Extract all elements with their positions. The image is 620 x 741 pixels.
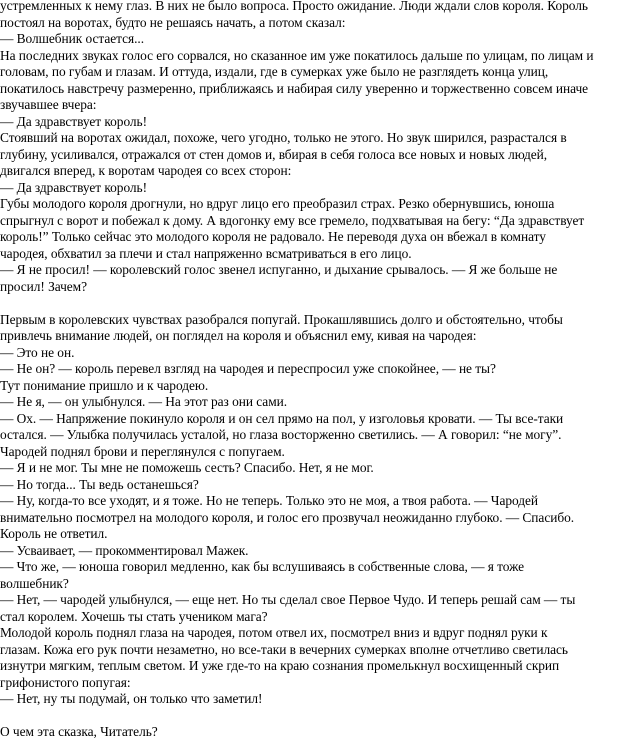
text-line: грифонистого попугая: — [0, 674, 131, 690]
text-line: внимательно посмотрел на молодого короля, и голос его прозвучал неожиданно глубоко. — Спасибо. — [0, 509, 575, 525]
text-line: Первым в королевских чувствах разобрался попугай. Прокашлявшись долго и обстоятельно, чтобы — [0, 311, 563, 327]
text-line: остался. — Улыбка получилась усталой, но глаза восторженно светились. — А говорил: “не могу”. — [0, 427, 562, 442]
text-line: О чем эта сказка, Читатель? — [0, 724, 158, 739]
text-line: — Я не просил! — королевский голос звенел испуганно, и дыхание срывалось. — Я же больше не — [0, 262, 558, 277]
text-line: глазам. Кожа его рук почти незаметно, но все-таки в вечерних сумерках вполне отчетливо светилась — [0, 641, 568, 657]
text-line: Молодой король поднял глаза на чародея, потом отвел их, посмотрел вниз и вдруг поднял руки к — [0, 625, 548, 640]
text-line: — Это не он. — [0, 344, 75, 360]
text-line: волшебник? — [0, 575, 69, 591]
text-line: — Не я, — он улыбнулся. — На этот раз они сами. — [0, 394, 288, 409]
text-line: — Да здравствует король! — [0, 179, 148, 195]
text-line: Тут понимание пришло и к чародею. — [0, 377, 209, 393]
text-line: король!” Только сейчас это молодого короля не радовало. Не переводя духа он вбежал в комнату — [0, 229, 546, 244]
text-line: Король не ответил. — [0, 526, 108, 541]
text-line: — Что же, — юноша говорил медленно, как бы вслушиваясь в собственные слова, — я тоже — [0, 559, 525, 574]
text-line: изнутри мягким, теплым светом. И уже где-то на краю сознания промелькнул восхищенный скрип — [0, 658, 560, 673]
text-line: — Но тогда... Ты ведь останешься? — [0, 476, 199, 492]
text-line: — Волшебник остается... — [0, 31, 145, 46]
paragraph-break — [0, 295, 614, 312]
text-line: головам, по губам и глазам. И оттуда, издали, где в сумерках уже было не разглядеть конца улиц, — [0, 64, 549, 79]
text-line: — Я и не мог. Ты мне не поможешь сесть? Спасибо. Нет, я не мог. — [0, 460, 374, 475]
text-line: чародея, обхватил за плечи и стал напряженно всматриваться в его лицо. — [0, 245, 412, 261]
text-line: просил! Зачем? — [0, 278, 87, 294]
text-line: — Нет, ну ты подумай, он только что заметил! — [0, 691, 263, 706]
text-line: устремленных к нему глаз. В них не было вопроса. Просто ожидание. Люди ждали слов короля. Король — [0, 0, 588, 13]
text-line: — Нет, — чародей улыбнулся, — еще нет. Но ты сделал свое Первое Чудо. И теперь решай сам — ты — [0, 592, 576, 607]
paragraph-break — [0, 708, 614, 725]
text-line: Стоявший на воротах ожидал, похоже, чего угодно, только не этого. Но звук ширился, разрастался в — [0, 130, 567, 145]
text-line: постоял на воротах, будто не решаясь начать, а потом сказал: — [0, 14, 346, 30]
text-line: Губы молодого короля дрогнули, но вдруг лицо его преобразил страх. Резко обернувшись, юноша — [0, 196, 555, 211]
text-line: звучавшее вчера: — [0, 97, 97, 112]
text-line: глубину, усиливался, отражался от стен домов и, вбирая в себя голоса все новых и новых людей, — [0, 146, 548, 162]
text-line: стал королем. Хочешь ты стать учеником мага? — [0, 608, 268, 624]
text-line: — Ну, когда-то все уходят, и я тоже. Но не теперь. Только это не моя, а твоя работа. — Чародей — [0, 493, 539, 508]
text-line: покатилось навстречу размеренно, приближаясь и набирая силу уверенно и торжественно совсем иначе — [0, 80, 589, 96]
text-line: — Усваивает, — прокомментировал Мажек. — [0, 542, 249, 558]
text-line: Чародей поднял брови и переглянулся с попугаем. — [0, 443, 285, 459]
text-line: — Не он? — король перевел взгляд на чародея и переспросил уже спокойнее, — не ты? — [0, 361, 496, 376]
text-line: спрыгнул с ворот и побежал к дому. А вдогонку ему все гремело, подхватывая на бегу: “Да здравствует — [0, 212, 585, 228]
text-line: На последних звуках голос его сорвался, но сказанное им уже покатилось дальше по улицам, по лицам и — [0, 47, 594, 63]
text-line: двигался вперед, к воротам чародея со всех сторон: — [0, 163, 292, 178]
text-line: привлечь внимание людей, он поглядел на короля и объяснил ему, кивая на чародея: — [0, 328, 477, 343]
text-line: — Да здравствует король! — [0, 113, 148, 129]
text-line: — Ох. — Напряжение покинуло короля и он сел прямо на пол, у изголовья кровати. — Ты все-таки — [0, 410, 564, 426]
